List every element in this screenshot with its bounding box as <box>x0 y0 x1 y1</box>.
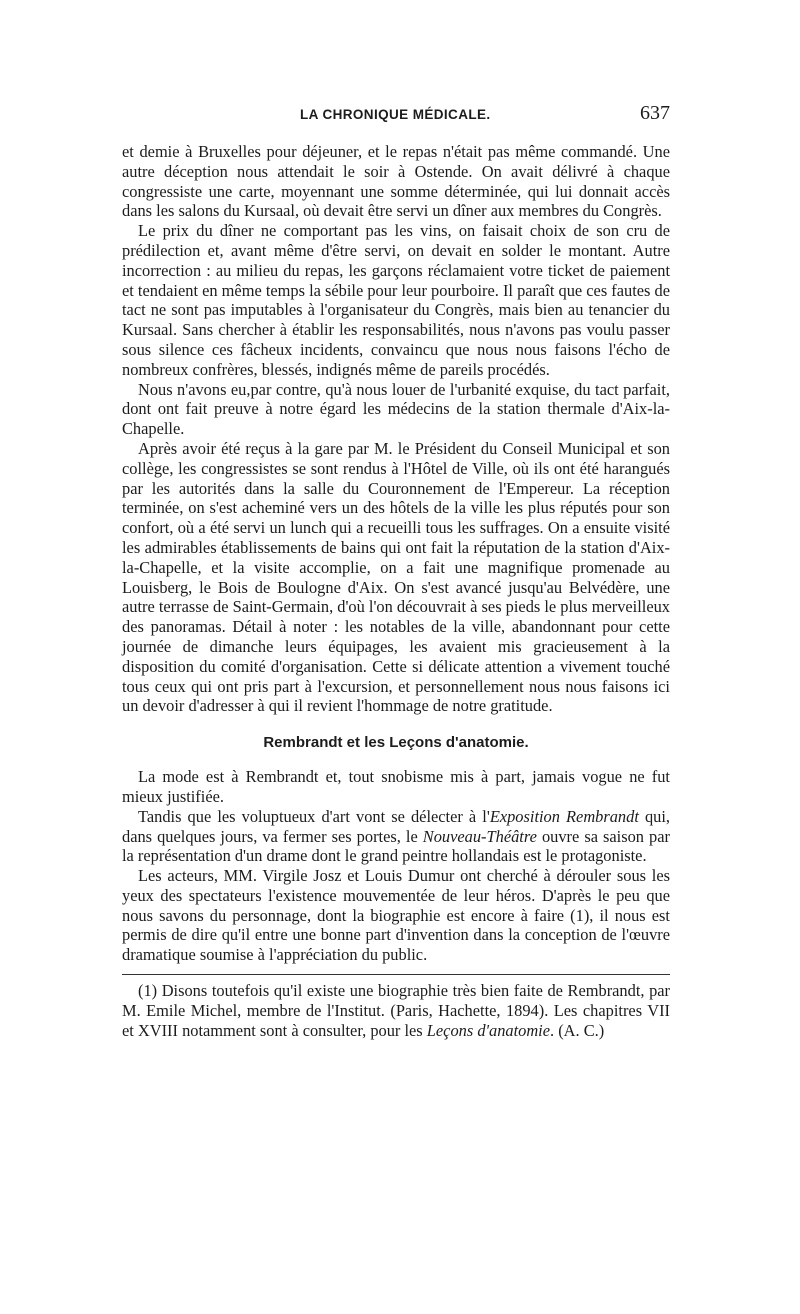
paragraph: Les acteurs, MM. Virgile Josz et Louis Dumur ont cherché à dérouler sous les yeux des spectateurs l'existence mouvementée de leur héros. D'après le peu que nous savons du personnage, dont la biographie est encore à faire (1), il nous est permis de dire qu'il entre une bonne part d'invention dans la conception de l'œuvre dramatique soumise à l'appréciation du public. <box>122 866 670 965</box>
journal-title: LA CHRONIQUE MÉDICALE. <box>300 107 491 122</box>
paragraph: La mode est à Rembrandt et, tout snobisme mis à part, jamais vogue ne fut mieux justifiée. <box>122 767 670 806</box>
page <box>122 104 670 1040</box>
text-run: (1) Disons toutefois qu'il existe une biographie très bien faite de Rembrandt, par M. Emile Michel, membre de l'Institut. (Paris, Hachette, 1894). Les chapitres VII et XVIII notamment sont à consulter, pour les <box>122 981 670 1040</box>
paragraph: et demie à Bruxelles pour déjeuner, et le repas n'était pas même commandé. Une autre déception nous attendait le soir à Ostende. On avait délivré à chaque congressiste une carte, moyennant une somme déterminée, qui lui donnait accès dans les salons du Kursaal, où devait être servi un dîner aux membres du Congrès. <box>122 142 670 221</box>
italic-title: Leçons d'anatomie <box>426 1020 551 1040</box>
paragraph: Nous n'avons eu,par contre, qu'à nous louer de l'urbanité exquise, du tact parfait, dont ont fait preuve à notre égard les médecins de la station thermale d'Aix-la-Chapelle. <box>122 379 670 439</box>
paragraph: Le prix du dîner ne comportant pas les vins, on faisait choix de son cru de prédilection et, avant même d'être servi, on devait en solder le montant. Autre incorrection : au milieu du repas, les garçons réclamaient votre ticket de paiement et tendaient en même temps la sébile pour leur pourboire. Il paraît que ces fautes de tact ne sont pas imputables à l'organisateur du Congrès, mais bien au tenancier du Kursaal. Sans chercher à établir les responsabilités, nous n'avons pas voulu passer sous silence ces fâcheux incidents, convaincu que nous nous faisons l'écho de nombreux confrères, blessés, indignés même de pareils procédés. <box>122 221 670 379</box>
text-run: . (A. C.) <box>550 1020 605 1040</box>
article-body <box>122 142 670 1040</box>
text-run: ouvre sa saison par la représentation d'un drame dont le grand peintre hollandais est le protagoniste. <box>122 826 670 866</box>
paragraph: Après avoir été reçus à la gare par M. le Président du Conseil Municipal et son collège, les congressistes se sont rendus à l'Hôtel de Ville, où ils ont été harangués par les autorités dans la salle du Couronnement de l'Empereur. La réception terminée, on s'est acheminé vers un des hôtels de la ville les plus réputés pour son confort, où a été servi un lunch qui a recueilli tous les suffrages. On a ensuite visité les admirables établissements de bains qui ont fait la réputation de la station d'Aix-la-Chapelle, et la visite accomplie, on a fait une magnifique promenade au Louisberg, le Bois de Boulogne d'Aix. On s'est avancé jusqu'au Belvédère, une autre terrasse de Saint-Germain, d'où l'on découvrait à ses pieds le plus merveilleux des panoramas. Détail à noter : les notables de la ville, abandonnant pour cette journée de dimanche leurs équipages, les avaient mis gracieusement à la disposition du comité d'organisation. Cette si délicate attention a vivement touché tous ceux qui ont pris part à l'excursion, et personnellement nous nous faisons ici un devoir d'adresser à qui il revient l'hommage de notre gratitude. <box>122 438 670 716</box>
running-header <box>122 104 670 130</box>
footnote-divider <box>122 974 670 975</box>
footnote <box>122 981 670 1040</box>
section-heading: Rembrandt et les Leçons d'anatomie. <box>263 734 529 752</box>
page-number: 637 <box>640 102 670 124</box>
text-run: qui, dans quelques jours, va fermer ses portes, le <box>122 806 671 846</box>
italic-title: Nouveau-Théâtre <box>422 826 537 846</box>
paragraph <box>122 807 670 866</box>
text-run: Tandis que les voluptueux d'art vont se délecter à l' <box>138 806 490 826</box>
italic-title: Exposition Rembrandt <box>489 806 639 826</box>
